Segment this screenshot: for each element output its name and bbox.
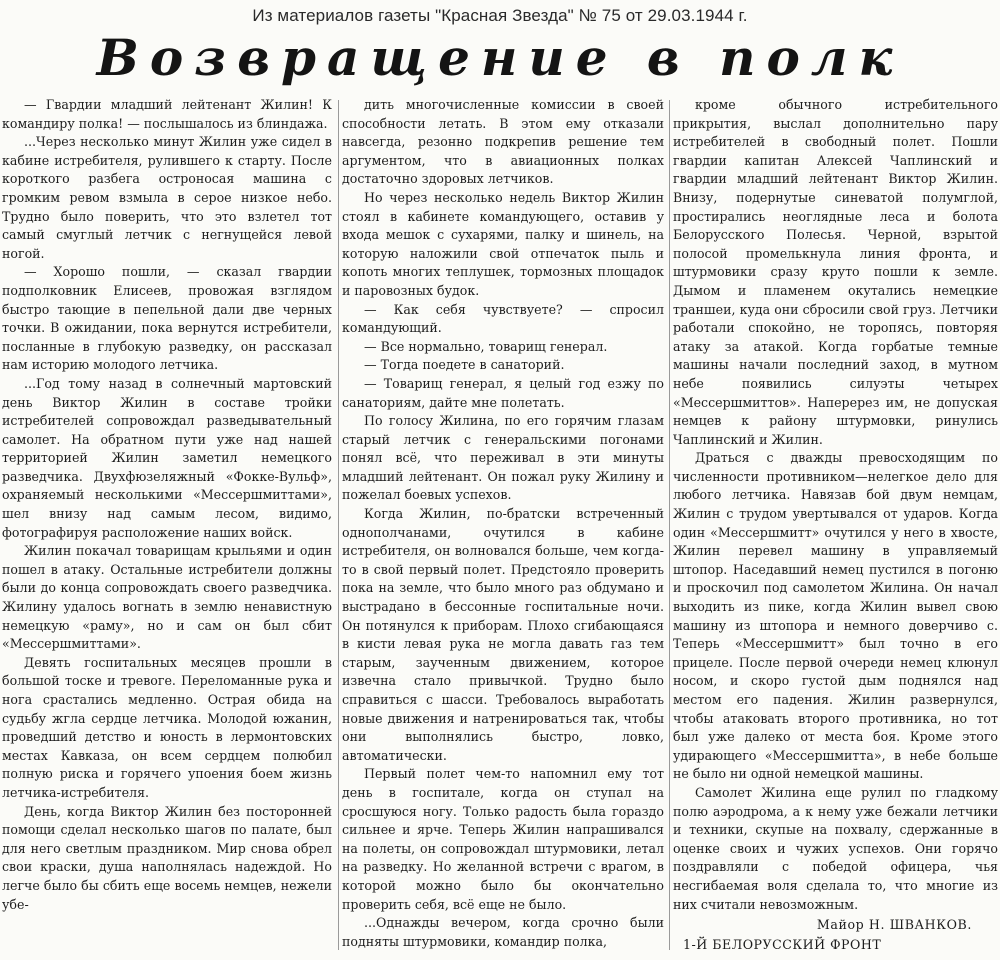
paragraph: ...Однажды вечером, когда срочно были подняты штурмовики, командир полка,	[342, 915, 664, 949]
paragraph: — Тогда поедете в санаторий.	[364, 357, 565, 373]
paragraph: Первый полет чем-то напомнил ему тот день в госпитале, когда он ступал на сросшуюся ногу. Только радость была гораздо сильнее и ярче. Теперь Жилин напрашивался на полеты, он сопровождал штурмовики, летал на разведку. Но желанной встречи с врагом, в которой можно было бы окончательно проверить себя, всё еще не было.	[342, 766, 664, 912]
article-column-2	[342, 96, 664, 956]
paragraph: ...Через несколько минут Жилин уже сидел в кабине истребителя, рулившего к старту. После короткого разбега остроносая машина с громким ревом взмыла в серое низкое небо. Трудно было поверить, что это взлетел тот самый смуглый летчик с негнущейся левой ногой.	[2, 134, 332, 261]
article-column-1	[2, 96, 332, 956]
paragraph: дить многочисленные комиссии в своей способности летать. В этом ему отказали навсегда, резонно подкрепив решение тем аргументом, что в авиационных полках достаточно здоровых летчиков.	[342, 97, 664, 187]
paragraph: Девять госпитальных месяцев прошли в большой тоске и тревоге. Переломанные рука и нога срастались медленно. Острая обида на судьбу жгла сердце летчика. Молодой южанин, проведший детство и юность в лермонтовских местах Кавказа, он всем сердцем полюбил полную риска и горячего упоения боем жизнь летчика-истребителя.	[2, 654, 332, 800]
column-divider	[338, 100, 339, 950]
paragraph: Драться с дважды превосходящим по численности противником—нелегкое дело для любого летчика. Навязав бой двум немцам, Жилин с трудом увертывался от ударов. Когда один «Мессершмитт» очутился у него в хвосте, Жилин перевел машину в управляемый штопор. Наседавший немец пустился в погоню и проскочил под самолетом Жилина. Он начал выходить из пике, когда Жилин вывел свою машину из штопора и немного доверчиво с. Теперь «Мессершмитт» был точно в его прицеле. После первой очереди немец клюнул носом, и скоро густой дым поднялся над местом его падения. Жилин развернулся, чтобы атаковать второго противника, но тот был уже далеко от места боя. Кроме этого удирающего «Мессершмитта», в небе больше не было ни одной немецкой машины.	[673, 450, 998, 782]
paragraph: — Как себя чувствуете? — спросил командующий.	[342, 301, 664, 336]
paragraph: Самолет Жилина еще рулил по гладкому полю аэродрома, а к нему уже бежали летчики и техники, скупые на похвалу, сдержанные в оценке своих и чужих успехов. Они горячо поздравляли с победой офицера, чья несгибаемая воля сделала то, что многие из них считали невозможным.	[673, 784, 998, 912]
paragraph: Когда Жилин, по-братски встреченный однополчанами, очутился в кабине истребителя, он волновался больше, чем когда-то в свой первый полет. Предстояло проверить пока на земле, что было много раз обдумано и выстрадано в бессонные госпитальные ночи. Он потянулся к приборам. Плохо сгибающаяся в кисти левая рука не могла давать газ тем старым, заученным движением, которое извечна стало привычкой. Трудно было справиться с шасси. Требовалось выработать новые движения и натренироваться так, чтобы они выполнялись быстро, ловко, автоматически.	[342, 506, 664, 763]
paragraph: Но через несколько недель Виктор Жилин стоял в кабинете командующего, оставив у входа мешок с сухарями, палку и шинель, на которую наложили свой отпечаток пыль и копоть многих теплушек, тормозных площадок и паровозных будок.	[342, 189, 664, 298]
article-column-3	[673, 96, 998, 956]
front-name: 1-Й БЕЛОРУССКИЙ ФРОНТ	[683, 937, 882, 952]
article-body	[2, 96, 998, 956]
column-divider	[669, 100, 670, 950]
paragraph: Жилин покачал товарищам крыльями и один пошел в атаку. Остальные истребители должны были до конца сопровождать своего разведчика. Жилину удалось вогнать в землю ненавистную немецкую «раму», но и сам он был сбит «Мессершмиттами».	[2, 543, 332, 652]
source-caption: Из материалов газеты "Красная Звезда" № 75 от 29.03.1944 г.	[252, 6, 748, 25]
paragraph: кроме обычного истребительного прикрытия, выслал дополнительно пару истребителей в свободный полет. Пошли гвардии капитан Алексей Чаплинский и гвардии младший лейтенант Виктор Жилин. Внизу, подернутые синеватой полумглой, простирались неоглядные леса и болота Белорусского Полесья. Черной, взрытой полосой промелькнула линия фронта, и штурмовики сразу круто пошли к земле. Дымом и пламенем окутались немецкие траншеи, куда они сбросили свой груз. Летчики работали спокойно, не торопясь, повторяя атаку за атакой. Когда горбатые темные машины начали последний заход, в мутном небе появились силуэты четырех «Мессершмиттов». Наперерез им, не допуская немцев к району штурмовки, ринулись Чаплинский и Жилин.	[673, 97, 998, 447]
article-headline: Возвращение в полк	[96, 28, 904, 87]
paragraph: — Гвардии младший лейтенант Жилин! К командиру полка! — послышалось из блиндажа.	[2, 97, 332, 131]
author-signature: Майор Н. ШВАНКОВ.	[816, 917, 972, 932]
paragraph: По голосу Жилина, по его горячим глазам старый летчик с генеральскими погонами понял всё, что переживал в эти минуты младший лейтенант. Он пожал руку Жилину и пожелал боевых успехов.	[342, 413, 664, 503]
paragraph: День, когда Виктор Жилин без посторонней помощи сделал несколько шагов по палате, был для него светлым праздником. Мир снова обрел свои краски, душа наполнялась надеждой. Но легче было бы сбить еще восемь немцев, нежели убе-	[2, 803, 332, 912]
paragraph: ...Год тому назад в солнечный мартовский день Виктор Жилин в составе тройки истребителей сопровождал разведывательный самолет. На обратном пути уже над нашей территорией Жилин заметил немецкого разведчика. Двухфюзеляжный «Фокке-Вульф», охраняемый несколькими «Мессершмиттами», шел внизу над самым лесом, видимо, фотографируя расположение наших войск.	[2, 375, 332, 540]
paragraph: — Товарищ генерал, я целый год езжу по санаториям, дайте мне полетать.	[342, 375, 664, 410]
paragraph: — Хорошо пошли, — сказал гвардии подполковник Елисеев, провожая взглядом быстро тающие в пепельной дали две черных точки. В ожидании, пока вернутся истребители, посланные в глубокую разведку, он рассказал нам историю молодого летчика.	[2, 264, 332, 373]
paragraph: — Все нормально, товарищ генерал.	[364, 338, 608, 354]
